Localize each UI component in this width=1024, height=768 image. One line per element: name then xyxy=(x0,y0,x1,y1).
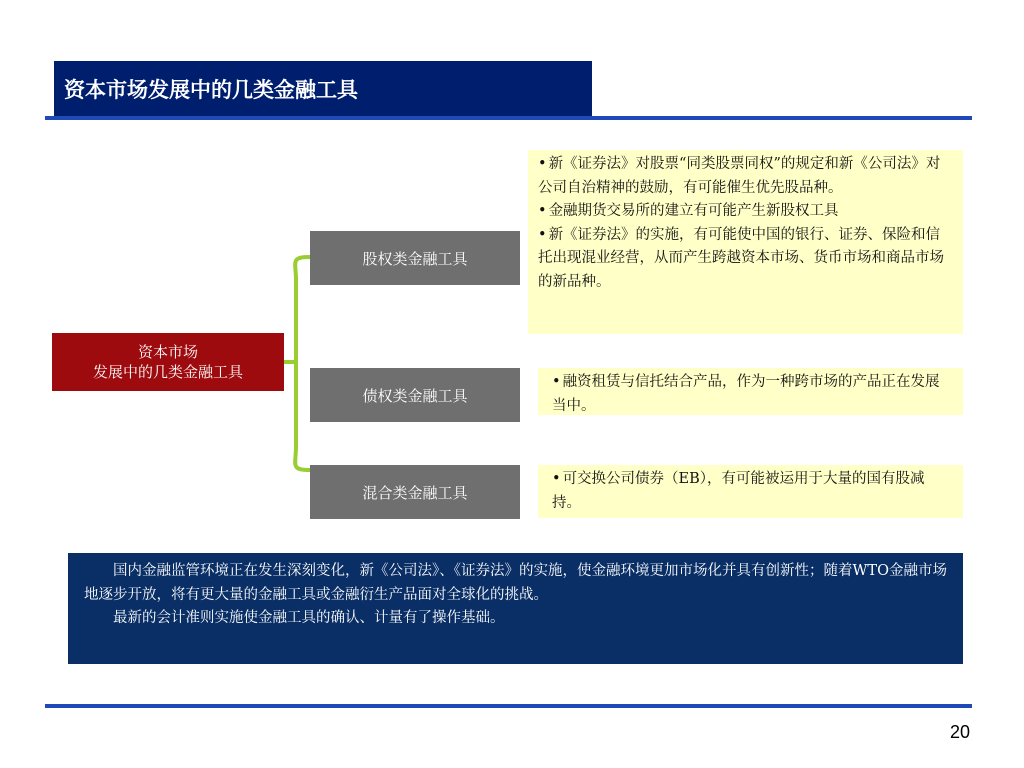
summary-paragraph: 国内金融监管环境正在发生深刻变化，新《公司法》、《证券法》的实施，使金融环境更加市场化并具有创新性；随着WTO金融市场地逐步开放，将有更大量的金融工具或金融衍生产品面对全球化的挑战。 xyxy=(84,563,947,603)
note-item: • 融资租赁与信托结合产品，作为一种跨市场的产品正在发展当中。 xyxy=(552,374,940,414)
category-label: 股权类金融工具 xyxy=(362,249,468,268)
note-debt xyxy=(538,368,963,415)
summary-paragraph: 最新的会计准则实施使金融工具的确认、计量有了操作基础。 xyxy=(113,610,505,626)
summary-box xyxy=(68,553,963,664)
note-equity xyxy=(528,150,963,334)
root-node xyxy=(52,333,284,391)
category-label: 混合类金融工具 xyxy=(362,483,468,502)
page-number: 20 xyxy=(949,722,970,742)
category-hybrid xyxy=(310,465,520,519)
root-line-1: 资本市场 xyxy=(137,343,198,361)
category-equity xyxy=(310,231,520,285)
root-line-2: 发展中的几类金融工具 xyxy=(92,363,243,381)
note-hybrid xyxy=(538,465,963,518)
bracket-connector xyxy=(295,257,310,470)
note-item: • 新《证券法》的实施，有可能使中国的银行、证券、保险和信托出现混业经营，从而产生跨越资本市场、货币市场和商品市场的新品种。 xyxy=(538,226,944,290)
note-item: • 可交换公司债券（EB），有可能被运用于大量的国有股减持。 xyxy=(552,471,925,511)
bottom-rule xyxy=(45,704,972,708)
category-debt xyxy=(310,368,520,422)
category-label: 债权类金融工具 xyxy=(362,386,468,405)
slide-title: 资本市场发展中的几类金融工具 xyxy=(64,77,358,102)
note-item: • 金融期货交易所的建立有可能产生新股权工具 xyxy=(538,203,839,219)
note-item: • 新《证券法》对股票“同类股票同权”的规定和新《公司法》对公司自治精神的鼓励，有可能催生优先股品种。 xyxy=(538,156,941,196)
